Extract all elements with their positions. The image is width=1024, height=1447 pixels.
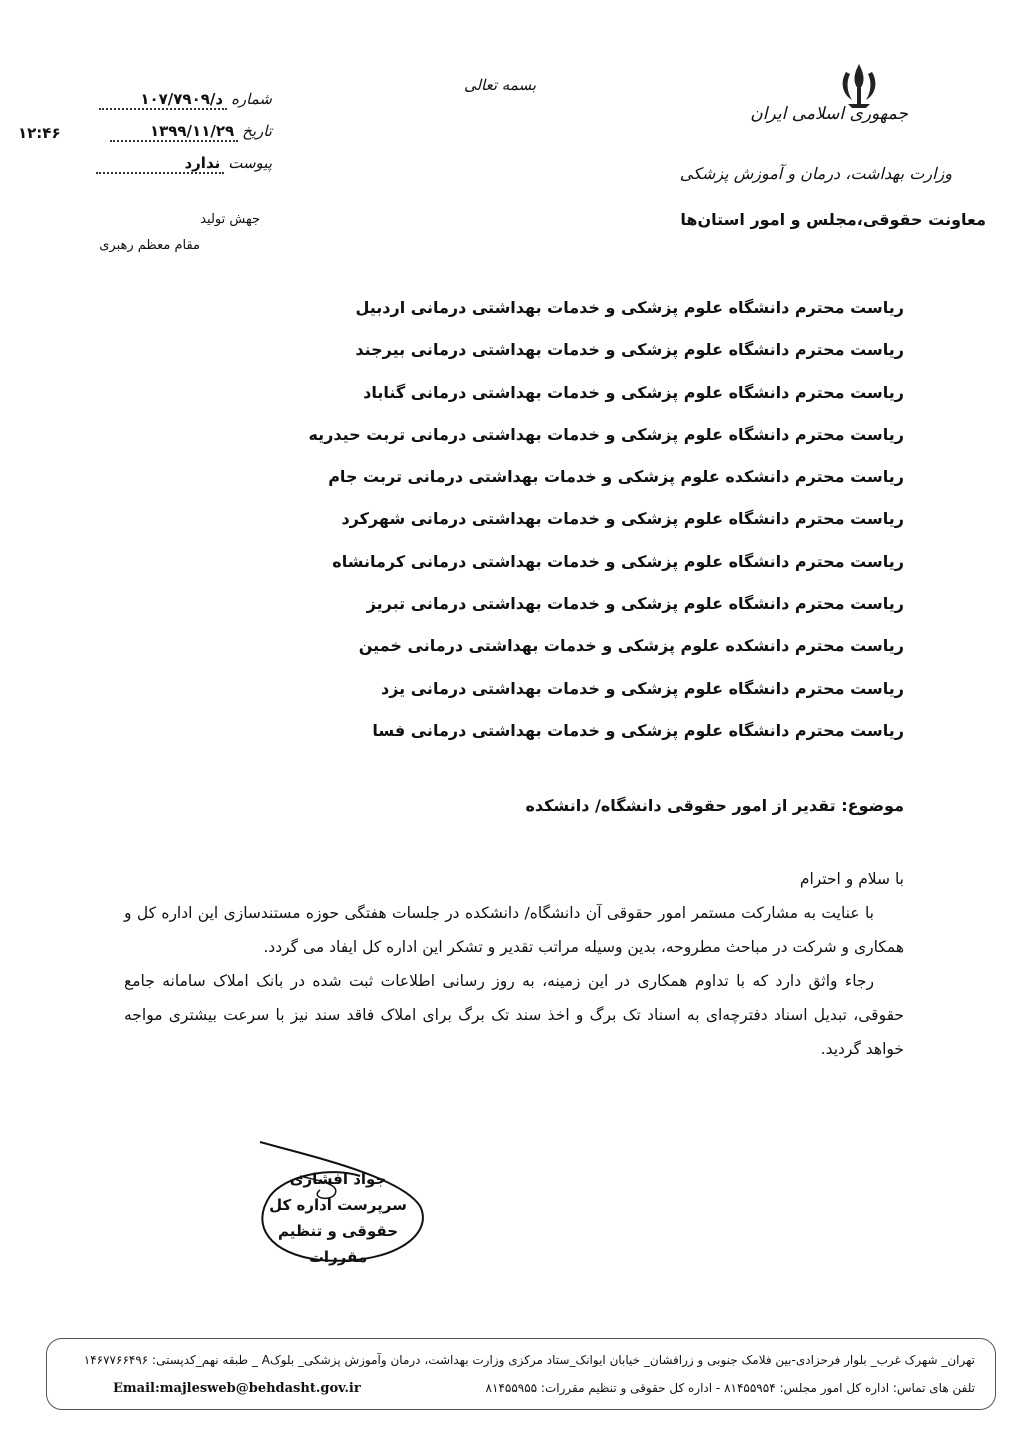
- attachment-label: پیوست: [228, 154, 272, 172]
- letter-time: ۱۲:۴۶: [18, 124, 61, 142]
- recipient-item: ریاست محترم دانشگاه علوم پزشکی و خدمات بهداشتی درمانی فسا: [372, 720, 904, 740]
- letter-number-row: [112, 90, 272, 122]
- recipient-item: ریاست محترم دانشگاه علوم پزشکی و خدمات بهداشتی درمانی بیرجند: [355, 340, 904, 360]
- attachment-value: ندارد: [96, 154, 224, 174]
- slogan-line1: جهش تولید: [200, 212, 260, 227]
- recipient-item: ریاست محترم دانشگاه علوم پزشکی و خدمات بهداشتی درمانی شهرکرد: [341, 509, 904, 529]
- letter-meta: [112, 90, 272, 186]
- footer-email: Email:majlesweb@behdasht.gov.ir: [113, 1381, 361, 1396]
- recipients-list: [284, 296, 904, 761]
- recipient-item: ریاست محترم دانشگاه علوم پزشکی و خدمات بهداشتی درمانی تربت حیدریه: [308, 424, 904, 444]
- date-value: ۱۳۹۹/۱۱/۲۹: [110, 122, 238, 142]
- signature-block: [248, 1166, 428, 1270]
- deputy-title: معاونت حقوقی،مجلس و امور استان‌ها: [680, 210, 986, 229]
- footer-box: [46, 1338, 996, 1410]
- recipient-item: ریاست محترم دانشگاه علوم پزشکی و خدمات بهداشتی درمانی تبریز: [366, 594, 904, 614]
- subject-text: تقدیر از امور حقوقی دانشگاه/ دانشکده: [525, 796, 836, 815]
- ministry-name-line1: جمهوری اسلامی ایران: [750, 104, 908, 124]
- recipient-item: ریاست محترم دانشگاه علوم پزشکی و خدمات بهداشتی درمانی یزد: [381, 678, 904, 698]
- iran-emblem-icon: [832, 60, 886, 110]
- signatory-title-line1: سرپرست اداره کل: [269, 1196, 407, 1214]
- subject: [525, 796, 904, 815]
- body-paragraph-1: با عنایت به مشارکت مستمر امور حقوقی آن دانشگاه/ دانشکده در جلسات هفتگی حوزه مستندسازی این اداره کل و همکاری و شرکت در مباحث مطروحه، بدین وسیله مراتب تقدیر و تشکر این اداره کل ایفاد می گردد.: [124, 904, 904, 956]
- letter-body: [124, 862, 904, 1066]
- recipient-item: ریاست محترم دانشگاه علوم پزشکی و خدمات بهداشتی درمانی کرمانشاه: [332, 551, 904, 571]
- signatory-name: جواد افشاری: [289, 1170, 387, 1188]
- date-label: تاریخ: [242, 122, 272, 140]
- number-label: شماره: [231, 90, 272, 108]
- footer-address: تهران_ شهرک غرب_ بلوار فرحزادی-بین فلامک جنوبی و زرافشان_ خیابان ایوانک_ستاد مرکزی وزارت بهداشت، درمان وآموزش پزشکی_ بلوکA _ طبقه نهم_کدپستی: ۱۴۶۷۷۶۶۴۹۶: [83, 1353, 975, 1367]
- recipient-item: ریاست محترم دانشکده علوم پزشکی و خدمات بهداشتی درمانی تربت جام: [328, 467, 904, 487]
- recipient-item: ریاست محترم دانشگاه علوم پزشکی و خدمات بهداشتی درمانی اردبیل: [355, 298, 904, 317]
- bismillah: بسمه تعالی: [463, 76, 537, 94]
- recipient-item: ریاست محترم دانشکده علوم پزشکی و خدمات بهداشتی درمانی خمین: [358, 636, 904, 656]
- number-value: د/۱۰۷/۷۹۰۹: [99, 90, 227, 110]
- ministry-name-line2: وزارت بهداشت، درمان و آموزش پزشکی: [679, 164, 952, 183]
- slogan-line2: مقام معظم رهبری: [99, 238, 200, 253]
- recipient-item: ریاست محترم دانشگاه علوم پزشکی و خدمات بهداشتی درمانی گناباد: [363, 382, 904, 402]
- greeting: با سلام و احترام: [799, 870, 904, 888]
- footer-phones: تلفن های تماس: اداره کل امور مجلس: ۸۱۴۵۵۹۵۴ - اداره کل حقوقی و تنظیم مقررات: ۸۱۴۵۵۹۵۵: [485, 1381, 975, 1395]
- signatory-title-line2: حقوقی و تنظیم مقررات: [277, 1222, 399, 1266]
- letter-attachment-row: [112, 154, 272, 186]
- body-paragraph-2: رجاء واثق دارد که با تداوم همکاری در این زمینه، به روز رسانی اطلاعات ثبت شده در بانک املاک سامانه جامع حقوقی، تبدیل اسناد دفترچه‌ای به اسناد تک برگ و اخذ سند تک برگ برای املاک فاقد سند نیز با سرعت بیشتری مواجه خواهد گردید.: [124, 972, 904, 1058]
- letter-date-row: [112, 122, 272, 154]
- subject-label: موضوع:: [841, 796, 904, 815]
